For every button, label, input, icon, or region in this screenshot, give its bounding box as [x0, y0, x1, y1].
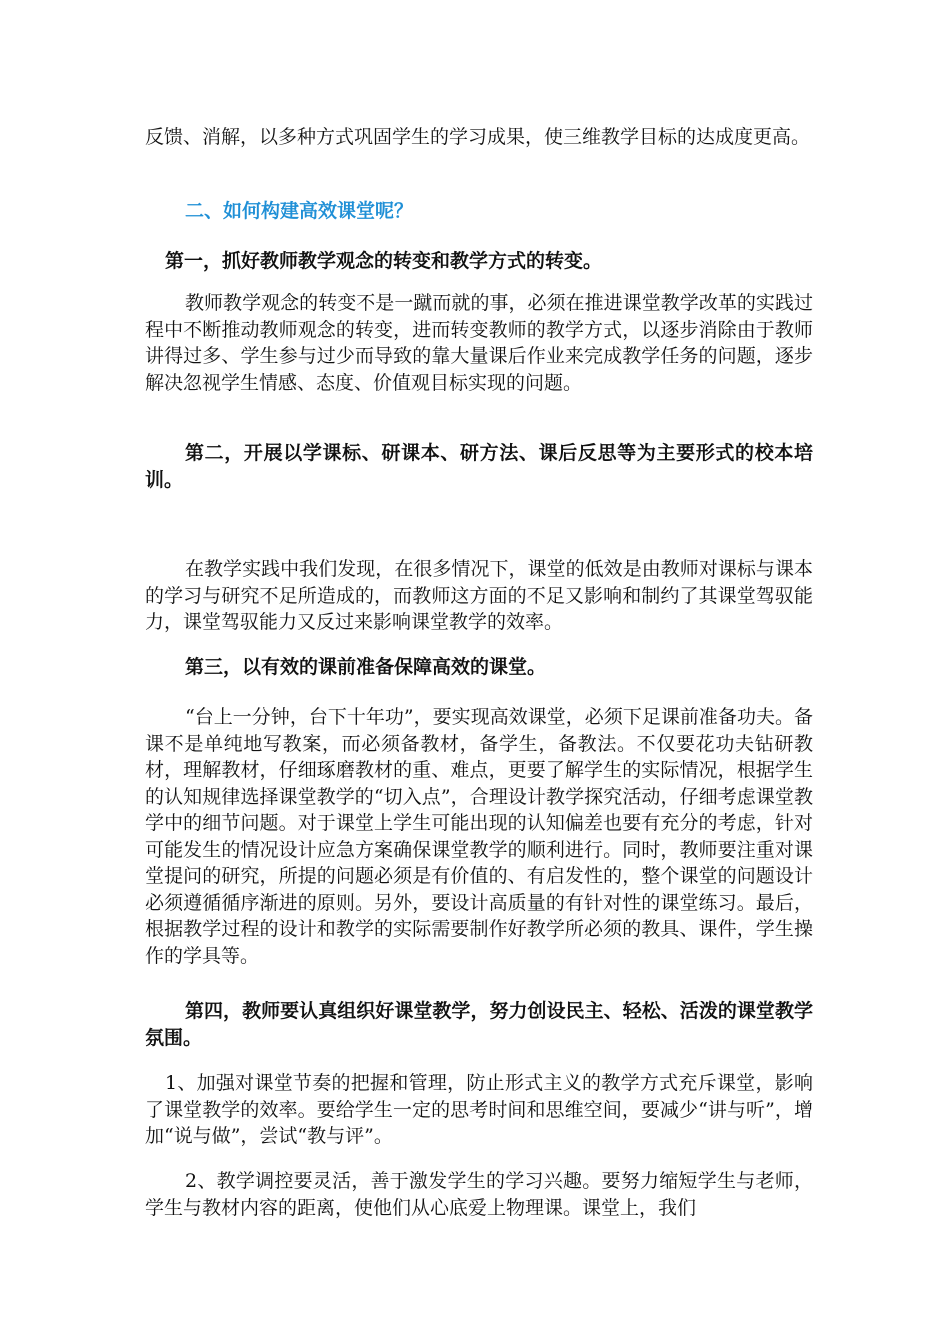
intro-continuation-paragraph: 反馈、消解，以多种方式巩固学生的学习成果，使三维教学目标的达成度更高。: [145, 126, 811, 148]
point2-body: 在教学实践中我们发现，在很多情况下，课堂的低效是由教师对课标与课本的学习与研究不足所造成的，而教师这方面的不足又影响和制约了其课堂驾驭能力，课堂驾驭能力又反过来影响课堂教学的效率。: [145, 558, 813, 633]
point3-body: “台上一分钟，台下十年功”，要实现高效课堂，必须下足课前准备功夫。备课不是单纯地写教案，而必须备教材，备学生，备教法。不仅要花功夫钻研教材，理解教材，仔细琢磨教材的重、难点，更要了解学生的实际情况，根据学生的认知规律选择课堂教学的“切入点”，合理设计教学探究活动，仔细考虑课堂教学中的细节问题。对于课堂上学生可能出现的认知偏差也要有充分的考虑，针对可能发生的情况设计应急方案确保课堂教学的顺利进行。同时，教师要注重对课堂提问的研究，所提的问题必须是有价值的、有启发性的，整个课堂的问题设计必须遵循循序渐进的原则。另外，要设计高质量的有针对性的课堂练习。最后，根据教学过程的设计和教学的实际需要制作好教学所必须的教具、课件，学生操作的学具等。: [145, 706, 813, 967]
list-item-1: 1、加强对课堂节奏的把握和管理，防止形式主义的教学方式充斥课堂，影响了课堂教学的效率。要给学生一定的思考时间和思维空间，要减少“讲与听”，增加“说与做”，尝试“教与评”。: [145, 1072, 813, 1147]
point1-body: 教师教学观念的转变不是一蹴而就的事，必须在推进课堂教学改革的实践过程中不断推动教师观念的转变，进而转变教师的教学方式，以逐步消除由于教师讲得过多、学生参与过少而导致的靠大量课后作业来完成教学任务的问题，逐步解决忽视学生情感、态度、价值观目标实现的问题。: [145, 292, 813, 394]
point4-heading: 第四，教师要认真组织好课堂教学，努力创设民主、轻松、活泼的课堂教学氛围。: [145, 1000, 813, 1049]
list-item-2: 2、教学调控要灵活，善于激发学生的学习兴趣。要努力缩短学生与老师，学生与教材内容的距离，使他们从心底爱上物理课。课堂上，我们: [145, 1170, 813, 1219]
point2-heading: 第二，开展以学课标、研课本、研方法、课后反思等为主要形式的校本培训。: [145, 442, 813, 491]
point3-heading: 第三，以有效的课前准备保障高效的课堂。: [185, 656, 547, 678]
section-heading: 二、如何构建高效课堂呢？: [185, 200, 414, 222]
point1-heading: 第一，抓好教师教学观念的转变和教学方式的转变。: [165, 250, 603, 272]
